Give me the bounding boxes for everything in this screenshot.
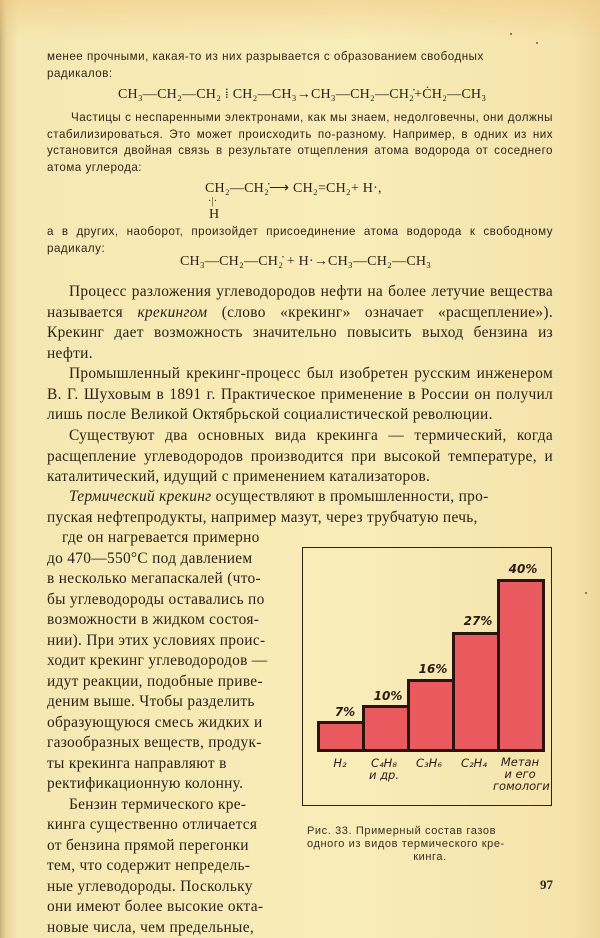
paragraph-unpaired-electrons: Частицы с неспаренными электронами, как мы знаем, недолговечны, они должны стабилизироваться. Это может происходить по-разному. Например, в одних из них установится двойная связь в результате отщепления атома водорода от соседнего атома углерода: <box>47 110 553 176</box>
bar-c2h4 <box>452 632 500 752</box>
narrow-line-2: в несколько мегапаскалей (что- <box>47 569 293 590</box>
para-1-before: Процесс разложения углеводородов нефти на более летучие вещества называется <box>47 283 553 321</box>
formula-2-bond-mark: ·|· <box>208 196 217 207</box>
formula-hydrogen-addition: CH₃—CH₂—CH₂̇ + H·→CH₃—CH₂—CH₃ <box>180 254 431 270</box>
caption-line-2: одного из видов термического кре- <box>307 838 553 851</box>
narrow-line-5: нии). При этих условиях проис- <box>47 631 293 652</box>
bar-value-c2h4: 27% <box>455 614 501 628</box>
bar-category-c4h8-others: и др. <box>357 769 411 781</box>
term-cracking: крекингом <box>137 304 207 321</box>
formula-1-right: CH₂—CH₃→CH₃—CH₂—CH₂̇+ĊH₂—CH₃ <box>233 87 487 102</box>
bar-methane <box>497 579 545 752</box>
narrow2-line-0: Бензин термического кре- <box>69 795 293 816</box>
bar-value-c4h8: 10% <box>365 689 411 703</box>
formula-1-break-mark: ⁞ <box>225 87 229 102</box>
narrow2-line-6: новые числа, чем предельные, <box>47 918 293 938</box>
formula-radical-split <box>118 87 486 103</box>
narrow-line-4: возможности в жидком состоя- <box>47 610 293 631</box>
figure-caption <box>307 825 553 864</box>
bar-category-methane-line3: гомологи <box>493 780 547 792</box>
bar-category-h2: H₂ <box>313 757 367 769</box>
narrow2-line-4: ные углеводороды. Поскольку <box>47 877 293 898</box>
narrow-line-7: идут реакции, подобные приве- <box>47 672 293 693</box>
formula-2-hydrogen: H <box>209 207 219 223</box>
caption-line-1: Рис. 33. Примерный состав газов <box>307 825 553 838</box>
bar-h2 <box>317 721 365 752</box>
bar-category-c4h8-formula: C₄H₈ <box>357 757 411 769</box>
scan-speck <box>585 592 587 594</box>
paragraph-hydrogen-addition: а в других, наоборот, произойдет присоединение атома водорода к свободному радикалу: <box>47 224 553 257</box>
paragraph-thermal-cracking <box>47 487 553 528</box>
bar-c4h8 <box>362 705 410 752</box>
term-thermal-cracking: Термический крекинг <box>69 488 211 505</box>
bar-category-methane-line1: Метан <box>493 756 547 768</box>
bar-category-methane-line2: и его <box>493 768 547 780</box>
scan-speck <box>510 33 512 35</box>
bar-category-c3h6: C₃H₆ <box>402 757 456 769</box>
para-4-line-1-rest: осуществляют в промышленности, про- <box>211 488 488 505</box>
narrow-line-9: образующуюся смесь жидких и <box>47 713 293 734</box>
scan-speck <box>536 42 538 44</box>
page-number: 97 <box>540 877 553 893</box>
narrow2-line-3: тем, что содержит непредель- <box>47 856 293 877</box>
narrow-line-0: где он нагревается примерно <box>62 528 293 549</box>
intro-line-2: радикалов: <box>47 66 553 83</box>
bar-value-h2: 7% <box>322 705 368 719</box>
intro-line-1: менее прочными, какая-то из них разрывается с образованием свободных <box>47 49 553 66</box>
narrow-line-11: ты крекинга направляют в <box>47 754 293 775</box>
para-4-line-1 <box>47 487 553 508</box>
narrow-line-12: ректификационную колонну. <box>47 774 293 795</box>
narrow-line-1: до 470—550°С под давлением <box>47 549 293 570</box>
narrow2-line-5: они имеют более высокие окта- <box>47 897 293 918</box>
bar-value-c3h6: 16% <box>410 662 456 676</box>
bar-category-methane <box>493 756 547 792</box>
para-1-after: (слово «крекинг» означает «расщепление»). Крекинг дает возможность значительно повысить выход бензина из нефти. <box>47 304 553 362</box>
bar-category-c2h4: C₂H₄ <box>447 757 501 769</box>
narrow-line-3: бы углеводороды оставались по <box>47 590 293 611</box>
paragraph-shukhov: Промышленный крекинг-процесс был изобретен русским инженером В. Г. Шуховым в 1891 г. Практическое применение в России он получил лишь после Великой Октябрьской социалистической революции. <box>47 364 553 426</box>
formula-2-top: CH₂—CH₂̇⟶ CH₂=CH₂+ H·, <box>205 181 382 196</box>
narrow2-line-2: от бензина прямой перегонки <box>47 836 293 857</box>
caption-line-3: кинга. <box>307 851 553 864</box>
bar-c3h6 <box>407 679 455 752</box>
narrow2-line-1: кинга существенно отличается <box>47 815 293 836</box>
narrow-line-6: ходит крекинг углеводородов — <box>47 651 293 672</box>
formula-double-bond <box>205 180 382 197</box>
paragraph-cracking-types: Существуют два основных вида крекинга — термический, когда расщепление углеводородов производится при высокой температуре, и каталитический, идущий с применением катализаторов. <box>47 426 553 488</box>
para-4-line-2: пуская нефтепродукты, например мазут, через трубчатую печь, <box>47 508 553 529</box>
narrow-line-8: деним выше. Чтобы разделить <box>47 692 293 713</box>
paragraph-cracking-definition <box>47 282 553 364</box>
formula-1-left: CH₃—CH₂—CH₂ <box>118 87 221 102</box>
narrow-line-10: газообразных веществ, продук- <box>47 733 293 754</box>
bar-value-methane: 40% <box>500 562 546 576</box>
intro-paragraph <box>47 49 553 82</box>
